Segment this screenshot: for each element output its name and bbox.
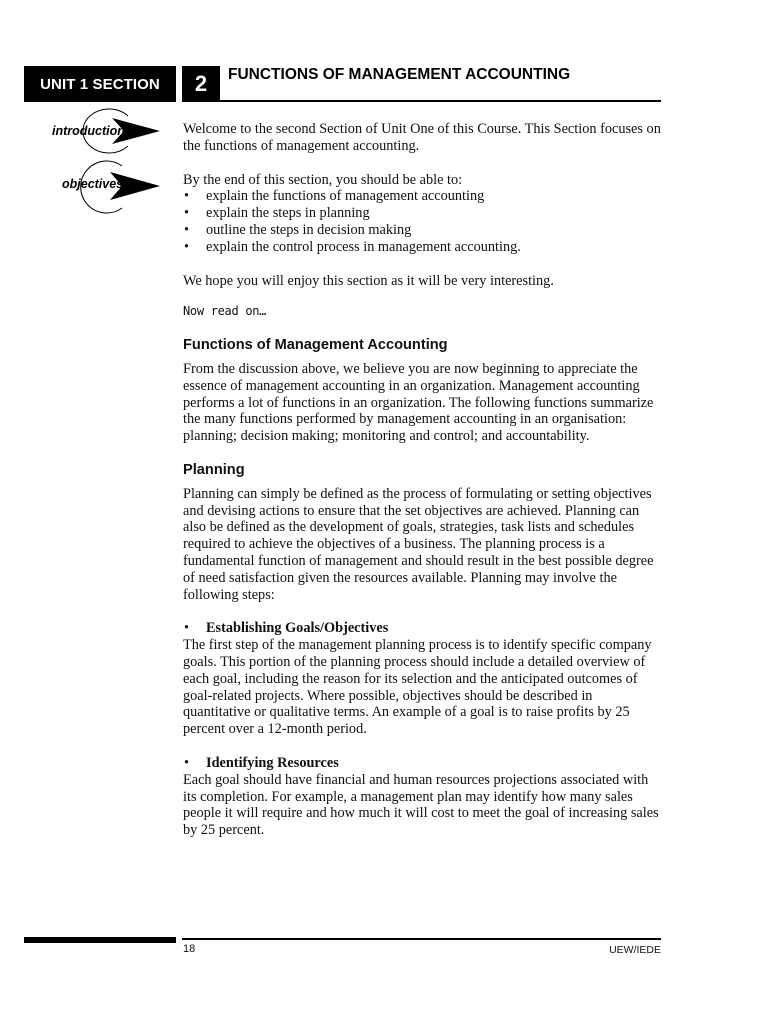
objective-item: • explain the steps in planning xyxy=(183,205,661,222)
unit-section-label: UNIT 1 SECTION xyxy=(24,66,176,102)
page-number: 18 xyxy=(183,943,196,955)
objectives-tag xyxy=(56,158,166,214)
functions-heading: Functions of Management Accounting xyxy=(183,337,448,354)
enjoy-paragraph: We hope you will enjoy this section as it will be very interesting. xyxy=(183,272,554,289)
footer-rule xyxy=(182,938,661,940)
objectives-list xyxy=(183,188,661,255)
footer-bar xyxy=(24,937,176,943)
objective-item: • explain the functions of management accounting xyxy=(183,188,661,205)
step-title: • Establishing Goals/Objectives xyxy=(183,620,661,637)
now-read-on: Now read on… xyxy=(183,304,267,319)
section-title: FUNCTIONS OF MANAGEMENT ACCOUNTING xyxy=(228,66,571,83)
footer-code: UEW/IEDE xyxy=(609,944,661,956)
planning-step xyxy=(183,620,661,738)
functions-paragraph: From the discussion above, we believe you are now beginning to appreciate the essence of management accounting in an organization. Management accounting performs a lot of functions in an organization. The following functions summarize the many functions performed by management accounting in an organisation: planning; decision making; monitoring and control; and accountability. xyxy=(183,360,654,445)
step-title: • Identifying Resources xyxy=(183,755,661,772)
objectives-lead: By the end of this section, you should be able to: xyxy=(183,171,463,188)
planning-paragraph: Planning can simply be defined as the process of formulating or setting objectives and devising actions to ensure that the set objectives are achieved. Planning can also be defined as the development of goals, strategies, task lists and schedules required to achieve the objectives of a business. The planning process is a fundamental function of management and should result in the best possible degree of need satisfaction given the resources available. Planning may involve the following steps: xyxy=(183,485,654,603)
section-number: 2 xyxy=(182,66,220,102)
objectives-arrow-icon xyxy=(56,158,166,214)
section-body xyxy=(183,121,661,839)
introduction-arrow-icon xyxy=(48,106,166,158)
step-body: Each goal should have financial and human resources projections associated with its completion. For example, a management plan may identify how many sales people it will require and how much it will cost to meet the goal of increasing sales by 25 percent. xyxy=(183,771,659,839)
introduction-tag-label: introduction xyxy=(52,124,125,138)
planning-heading: Planning xyxy=(183,461,245,478)
objective-item: • explain the control process in management accounting. xyxy=(183,239,661,256)
header-rule xyxy=(182,100,661,102)
step-body: The first step of the management planning process is to identify specific company goals. This portion of the planning process should include a detailed overview of each goal, including the reason for its selection and the anticipated outcomes of goal-related projects. Where possible, objectives should be described in quantitative or qualitative terms. An example of a goal is to raise profits by 25 percent over a 12-month period. xyxy=(183,637,652,738)
introduction-tag xyxy=(48,106,166,158)
welcome-paragraph: Welcome to the second Section of Unit One of this Course. This Section focuses on the functions of management accounting. xyxy=(183,121,661,154)
planning-step xyxy=(183,755,661,839)
objectives-tag-label: objectives xyxy=(62,177,124,191)
objective-item: • outline the steps in decision making xyxy=(183,222,661,239)
